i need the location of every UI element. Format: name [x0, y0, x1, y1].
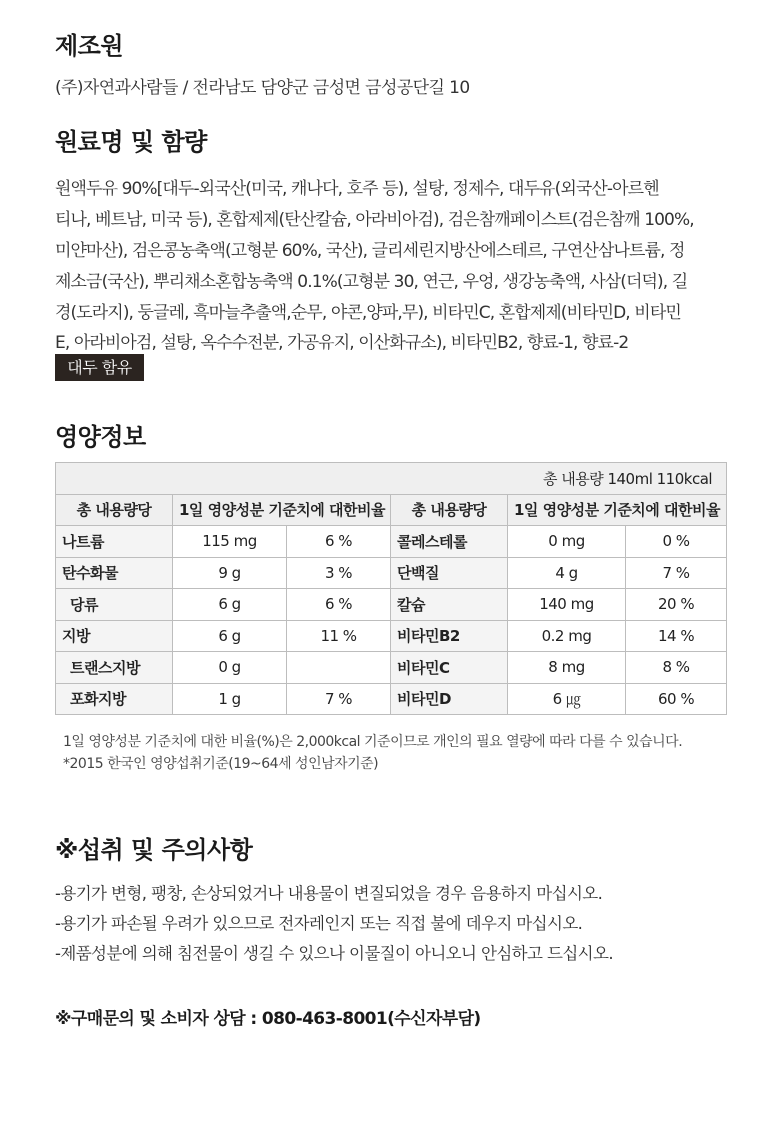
nutrient-percent: 6 % — [287, 589, 391, 621]
table-row — [56, 652, 727, 684]
nutrient-percent: 8 % — [626, 652, 727, 684]
serving-row — [56, 463, 727, 495]
nutrient-amount: 8 mg — [508, 652, 626, 684]
caution-title: ※섭취 및 주의사항 — [55, 836, 253, 864]
manufacturer-title: 제조원 — [55, 32, 124, 60]
nutrient-percent: 60 % — [626, 683, 727, 715]
caution-item: -용기가 파손될 우려가 있으므로 전자레인지 또는 직접 불에 데우지 마십시오. — [55, 914, 583, 933]
nutrient-amount: 140 mg — [508, 589, 626, 621]
nutrient-amount: 1 g — [173, 683, 287, 715]
nutrient-name: 칼슘 — [391, 589, 508, 621]
nutrient-percent: 7 % — [287, 683, 391, 715]
nutrition-title: 영양정보 — [55, 423, 146, 451]
ingredients-line: 티나, 베트남, 미국 등), 혼합제제(탄산칼슘, 아라비아검), 검은참깨페이스트(검은참깨 100%, — [55, 210, 694, 230]
nutrient-name: 단백질 — [391, 557, 508, 589]
table-row — [56, 683, 727, 715]
nutrition-table — [55, 462, 727, 715]
ingredients-line: 제소금(국산), 뿌리채소혼합농축액 0.1%(고형분 30, 연근, 우엉, 생강농축액, 사삼(더덕), 길 — [55, 272, 688, 292]
ingredients-line: 경(도라지), 둥글레, 흑마늘추출액,순무, 야콘,양파,무), 비타민C, 혼합제제(비타민D, 비타민 — [55, 303, 681, 323]
allergy-badge: 대두 함유 — [55, 354, 144, 381]
nutrition-reference-note: *2015 한국인 영양섭취기준(19~64세 성인남자기준) — [63, 756, 379, 772]
nutrient-percent: 20 % — [626, 589, 727, 621]
table-row — [56, 557, 727, 589]
nutrient-percent: 14 % — [626, 620, 727, 652]
nutrient-name: 트랜스지방 — [56, 652, 173, 684]
column-header-daily: 1일 영양성분 기준치에 대한비율 — [508, 494, 727, 526]
nutrient-name: 지방 — [56, 620, 173, 652]
nutrient-name: 콜레스테롤 — [391, 526, 508, 558]
manufacturer-text: (주)자연과사람들 / 전라남도 담양군 금성면 금성공단길 10 — [55, 78, 470, 98]
ingredients-line: 원액두유 90%[대두-외국산(미국, 캐나다, 호주 등), 설탕, 정제수, 대두유(외국산-아르헨 — [55, 179, 659, 199]
caution-item: -용기가 변형, 팽창, 손상되었거나 내용물이 변질되었을 경우 음용하지 마십시오. — [55, 884, 603, 903]
nutrient-amount: 4 g — [508, 557, 626, 589]
caution-item: -제품성분에 의해 침전물이 생길 수 있으나 이물질이 아니오니 안심하고 드십시오. — [55, 944, 613, 963]
nutrient-amount: 115 mg — [173, 526, 287, 558]
nutrient-name: 비타민C — [391, 652, 508, 684]
nutrient-amount: 6 g — [173, 620, 287, 652]
nutrient-name: 나트륨 — [56, 526, 173, 558]
ingredients-line: E, 아라비아검, 설탕, 옥수수전분, 가공유지, 이산화규소), 비타민B2, 향료-1, 향료-2 — [55, 333, 629, 353]
column-header-total: 총 내용량당 — [391, 494, 508, 526]
table-row — [56, 526, 727, 558]
nutrition-footnote: 1일 영양성분 기준치에 대한 비율(%)은 2,000kcal 기준이므로 개인의 필요 열량에 따라 다를 수 있습니다. — [63, 734, 683, 750]
nutrient-amount: 6 g — [173, 589, 287, 621]
ingredients-title: 원료명 및 함량 — [55, 128, 207, 156]
serving-size: 총 내용량 140ml 110kcal — [56, 463, 727, 495]
nutrient-name: 비타민D — [391, 683, 508, 715]
column-header-daily: 1일 영양성분 기준치에 대한비율 — [173, 494, 391, 526]
nutrient-percent: 3 % — [287, 557, 391, 589]
nutrient-percent: 6 % — [287, 526, 391, 558]
nutrient-name: 포화지방 — [56, 683, 173, 715]
nutrient-amount: 0.2 mg — [508, 620, 626, 652]
nutrient-amount: 0 mg — [508, 526, 626, 558]
nutrient-amount: 0 g — [173, 652, 287, 684]
ingredients-line: 미얀마산), 검은콩농축액(고형분 60%, 국산), 글리세린지방산에스테르, 구연산삼나트륨, 정 — [55, 241, 685, 261]
table-row — [56, 620, 727, 652]
nutrient-percent: 7 % — [626, 557, 727, 589]
nutrient-percent — [287, 652, 391, 684]
nutrient-name: 비타민B2 — [391, 620, 508, 652]
nutrient-percent: 0 % — [626, 526, 727, 558]
nutrient-amount: 9 g — [173, 557, 287, 589]
nutrient-percent: 11 % — [287, 620, 391, 652]
column-header-total: 총 내용량당 — [56, 494, 173, 526]
nutrient-name: 탄수화물 — [56, 557, 173, 589]
customer-contact: ※구매문의 및 소비자 상담 : 080-463-8001(수신자부담) — [55, 1009, 481, 1029]
nutrient-name: 당류 — [56, 589, 173, 621]
nutrient-amount: 6 ㎍ — [508, 683, 626, 715]
column-header-row — [56, 494, 727, 526]
table-row — [56, 589, 727, 621]
